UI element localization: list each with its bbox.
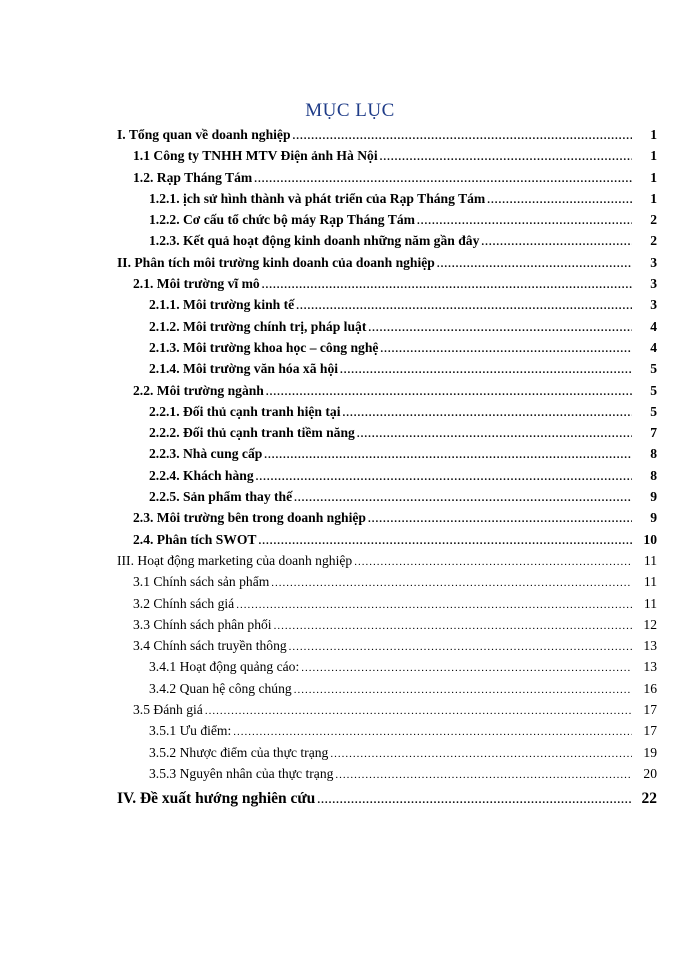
dot-leader: [368, 318, 632, 339]
toc-entry-label: 3.2 Chính sách giá: [133, 595, 235, 611]
toc-entry-label: 3.4.1 Hoạt động quảng cáo:: [149, 659, 300, 675]
toc-entry-page: 8: [650, 446, 657, 462]
toc-entry-page: 5: [650, 361, 657, 377]
toc-entry[interactable]: [113, 529, 657, 550]
dot-leader: [437, 254, 632, 275]
toc-entry-page: 11: [643, 574, 657, 590]
toc-entry-label: 3.3 Chính sách phân phối: [133, 616, 272, 632]
toc-entry[interactable]: [113, 699, 657, 720]
toc-entry-page: 3: [650, 297, 657, 313]
toc-entry[interactable]: [113, 358, 657, 379]
dot-leader: [294, 680, 632, 701]
toc-entry-label: 1.2.1. ịch sử hình thành và phát triển của Rạp Tháng Tám: [149, 190, 486, 206]
dot-leader: [330, 744, 632, 765]
toc-entry-label: 1.2. Rạp Tháng Tám: [133, 169, 253, 185]
toc-entry[interactable]: [113, 507, 657, 528]
toc-entry[interactable]: [113, 635, 657, 656]
toc-entry-page: 2: [650, 233, 657, 249]
dot-leader: [274, 616, 632, 637]
toc-entry[interactable]: [113, 550, 657, 571]
dot-leader: [342, 403, 632, 424]
dot-leader: [417, 211, 632, 232]
toc-entry[interactable]: [113, 252, 657, 273]
dot-leader: [301, 658, 632, 679]
dot-leader: [335, 765, 632, 786]
dot-leader: [259, 531, 633, 552]
toc-entry-label: 3.5.1 Ưu điểm:: [149, 723, 232, 739]
toc-entry[interactable]: [113, 401, 657, 422]
toc-entry[interactable]: [113, 656, 657, 677]
toc-entry-label: 2.1.1. Môi trường kinh tế: [149, 297, 295, 313]
toc-entry-page: 17: [643, 723, 657, 739]
toc-entry-page: 9: [650, 489, 657, 505]
toc-entry[interactable]: [113, 337, 657, 358]
toc-entry-label: IV. Đề xuất hướng nghiên cứu: [117, 790, 316, 808]
toc-entry[interactable]: [113, 380, 657, 401]
toc-entry[interactable]: [113, 486, 657, 507]
toc-entry[interactable]: [113, 230, 657, 251]
dot-leader: [233, 722, 632, 743]
toc-entry-label: 2.1. Môi trường vĩ mô: [133, 276, 260, 292]
toc-entry-label: 3.1 Chính sách sản phẩm: [133, 574, 270, 590]
toc-entry-label: III. Hoạt động marketing của doanh nghiệp: [117, 552, 353, 568]
dot-leader: [317, 787, 632, 813]
toc-entry-label: 2.3. Môi trường bên trong doanh nghiệp: [133, 510, 366, 526]
toc-entry-label: 2.2.3. Nhà cung cấp: [149, 446, 263, 462]
toc-entry[interactable]: [113, 316, 657, 337]
toc-entry-label: 2.1.3. Môi trường khoa học – công nghệ: [149, 339, 379, 355]
toc-entry-label: 3.5 Đánh giá: [133, 702, 203, 718]
dot-leader: [254, 169, 632, 190]
toc-entry[interactable]: [113, 443, 657, 464]
toc-entry-page: 13: [643, 638, 657, 654]
toc-title: MỤC LỤC: [305, 100, 395, 121]
toc-entry-page: 7: [650, 425, 657, 441]
toc-entry[interactable]: [113, 273, 657, 294]
dot-leader: [340, 360, 632, 381]
toc-entry-label: 2.1.2. Môi trường chính trị, pháp luật: [149, 318, 367, 334]
toc-entry-label: 2.2.4. Khách hàng: [149, 467, 254, 483]
table-of-contents: [113, 124, 657, 812]
dot-leader: [357, 424, 632, 445]
toc-entry-label: 2.4. Phân tích SWOT: [133, 531, 257, 547]
toc-entry[interactable]: [113, 294, 657, 315]
toc-entry-label: 2.2.5. Sản phẩm thay thế: [149, 489, 293, 505]
dot-leader: [296, 296, 632, 317]
toc-entry[interactable]: [113, 742, 657, 763]
toc-entry-page: 5: [650, 403, 657, 419]
toc-entry-label: 2.2.2. Đối thủ cạnh tranh tiềm năng: [149, 425, 355, 441]
dot-leader: [354, 552, 632, 573]
dot-leader: [289, 637, 632, 658]
toc-entry[interactable]: [113, 678, 657, 699]
toc-entry-page: 1: [650, 148, 657, 164]
toc-entry-page: 16: [643, 680, 657, 696]
dot-leader: [205, 701, 632, 722]
toc-entry-label: 2.2.1. Đối thủ cạnh tranh hiện tại: [149, 403, 341, 419]
toc-entry[interactable]: [113, 763, 657, 784]
toc-entry-label: 1.2.3. Kết quả hoạt động kinh doanh những năm gần đây: [149, 233, 480, 249]
toc-entry-label: 1.1 Công ty TNHH MTV Điện ảnh Hà Nội: [133, 148, 378, 164]
toc-entry-page: 11: [643, 552, 657, 568]
toc-entry-label: 2.2. Môi trường ngành: [133, 382, 264, 398]
toc-entry-page: 4: [650, 339, 657, 355]
toc-entry-page: 11: [643, 595, 657, 611]
toc-entry-label: 3.5.3 Nguyên nhân của thực trạng: [149, 765, 334, 781]
toc-entry[interactable]: [113, 614, 657, 635]
toc-entry-label: 3.4.2 Quan hệ công chúng: [149, 680, 292, 696]
toc-entry[interactable]: [113, 145, 657, 166]
toc-entry-page: 12: [643, 616, 657, 632]
toc-entry-page: 3: [650, 276, 657, 292]
toc-entry-page: 3: [650, 254, 657, 270]
toc-entry-page: 5: [650, 382, 657, 398]
dot-leader: [236, 595, 632, 616]
toc-entry[interactable]: [113, 124, 657, 145]
dot-leader: [380, 147, 632, 168]
dot-leader: [380, 339, 632, 360]
toc-entry-page: 4: [650, 318, 657, 334]
toc-entry[interactable]: [113, 209, 657, 230]
toc-entry-page: 10: [643, 531, 657, 547]
toc-entry-page: 8: [650, 467, 657, 483]
toc-entry-page: 9: [650, 510, 657, 526]
dot-leader: [294, 488, 632, 509]
toc-entry-page: 1: [650, 190, 657, 206]
toc-entry[interactable]: [113, 167, 657, 188]
dot-leader: [368, 509, 632, 530]
dot-leader: [271, 573, 632, 594]
toc-entry[interactable]: [113, 593, 657, 614]
toc-entry[interactable]: [113, 571, 657, 592]
toc-entry[interactable]: [113, 720, 657, 741]
toc-entry-page: 20: [643, 765, 657, 781]
toc-entry-page: 1: [650, 169, 657, 185]
toc-entry[interactable]: [113, 422, 657, 443]
toc-entry-label: I. Tổng quan về doanh nghiệp: [117, 127, 291, 142]
toc-entry[interactable]: [113, 786, 657, 812]
toc-entry-label: 2.1.4. Môi trường văn hóa xã hội: [149, 361, 339, 377]
toc-entry[interactable]: [113, 188, 657, 209]
dot-leader: [266, 382, 632, 403]
toc-entry-page: 2: [650, 212, 657, 228]
toc-entry-page: 17: [643, 702, 657, 718]
toc-entry-label: II. Phân tích môi trường kinh doanh của doanh nghiệp: [117, 254, 435, 270]
dot-leader: [256, 467, 632, 488]
dot-leader: [262, 275, 632, 296]
dot-leader: [264, 445, 632, 466]
toc-entry-page: 19: [643, 744, 657, 760]
dot-leader: [487, 190, 632, 211]
dot-leader: [481, 232, 632, 253]
toc-entry[interactable]: [113, 465, 657, 486]
toc-entry-label: 3.5.2 Nhược điểm của thực trạng: [149, 744, 329, 760]
toc-entry-label: 3.4 Chính sách truyền thông: [133, 638, 287, 654]
toc-entry-label: 1.2.2. Cơ cấu tổ chức bộ máy Rạp Tháng Tám: [149, 212, 415, 228]
toc-entry-page: 1: [650, 127, 657, 142]
toc-entry-page: 22: [641, 790, 657, 808]
toc-entry-page: 13: [643, 659, 657, 675]
dot-leader: [293, 126, 632, 147]
